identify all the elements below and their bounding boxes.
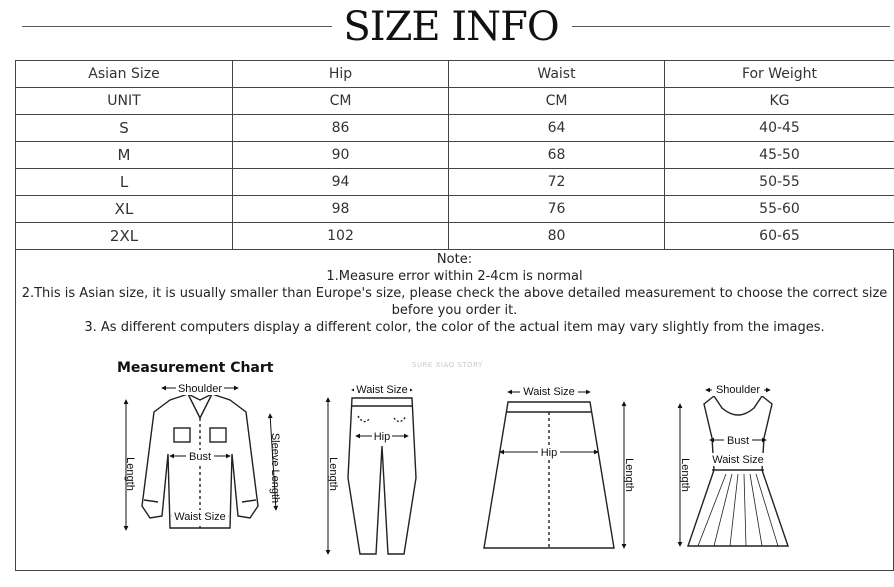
pants-waist-label: Waist Size [356,384,408,396]
table-row [16,142,894,169]
shirt-sleeve-label: Sleeve Length [269,432,281,504]
waist-cell: 64 [449,115,665,142]
dress-length-label: Length [679,458,691,492]
hip-cell: 94 [233,169,449,196]
title-divider-right [572,26,890,27]
table-unit-row [16,88,894,115]
dress-bust-label: Bust [726,435,750,447]
size-table [15,60,894,250]
unit-cell: KG [665,88,894,115]
hip-cell: 98 [233,196,449,223]
pants-illustration [348,398,416,554]
note-line-3: 3. As different computers display a different color, the color of the actual item may vary slightly from the images. [84,320,825,335]
unit-cell: CM [449,88,665,115]
weight-cell: 50-55 [665,169,894,196]
unit-cell: CM [233,88,449,115]
table-row [16,196,894,223]
hip-cell: 102 [233,223,449,250]
title-row [0,0,894,58]
skirt-illustration [484,402,614,548]
dress-illustration [688,396,788,546]
size-cell: XL [16,196,233,223]
dress-shoulder-label: Shoulder [715,384,761,396]
table-row [16,169,894,196]
unit-cell: UNIT [16,88,233,115]
shirt-bust-label: Bust [188,451,212,463]
shirt-waist-label: Waist Size [174,511,226,523]
skirt-hip-label: Hip [540,447,558,459]
watermark-text: SURE XIAO STORY [412,361,483,369]
shirt-shoulder-label: Shoulder [177,383,223,395]
size-cell: L [16,169,233,196]
pants-length-label: Length [327,457,339,491]
table-row [16,115,894,142]
table-row [16,223,894,250]
pants-measure-lines [328,390,412,554]
skirt-waist-label: Waist Size [523,386,575,398]
measurement-chart-illustrations [100,378,790,556]
notes-text [16,251,893,336]
hip-cell: 90 [233,142,449,169]
size-cell: S [16,115,233,142]
hip-cell: 86 [233,115,449,142]
measurement-chart-title: Measurement Chart [117,360,274,376]
pants-hip-label: Hip [373,431,391,443]
skirt-measure-lines [500,392,624,548]
table-header-row [16,61,894,88]
size-cell: M [16,142,233,169]
header-cell: For Weight [665,61,894,88]
weight-cell: 45-50 [665,142,894,169]
size-cell: 2XL [16,223,233,250]
header-cell: Waist [449,61,665,88]
waist-cell: 68 [449,142,665,169]
title-divider-left [22,26,332,27]
dress-measure-lines [680,390,770,546]
waist-cell: 72 [449,169,665,196]
header-cell: Hip [233,61,449,88]
dress-waist-label: Waist Size [712,454,764,466]
header-cell: Asian Size [16,61,233,88]
waist-cell: 80 [449,223,665,250]
weight-cell: 40-45 [665,115,894,142]
note-line-1: 1.Measure error within 2-4cm is normal [326,269,583,284]
weight-cell: 60-65 [665,223,894,250]
weight-cell: 55-60 [665,196,894,223]
page-title: SIZE INFO [343,4,559,50]
notes-heading: Note: [436,252,473,267]
note-line-2: 2.This is Asian size, it is usually smaller than Europe's size, please check the above detailed measurement to choose the correct size before you order it. [21,286,888,318]
skirt-length-label: Length [623,458,635,492]
shirt-length-label: Length [124,457,136,491]
waist-cell: 76 [449,196,665,223]
